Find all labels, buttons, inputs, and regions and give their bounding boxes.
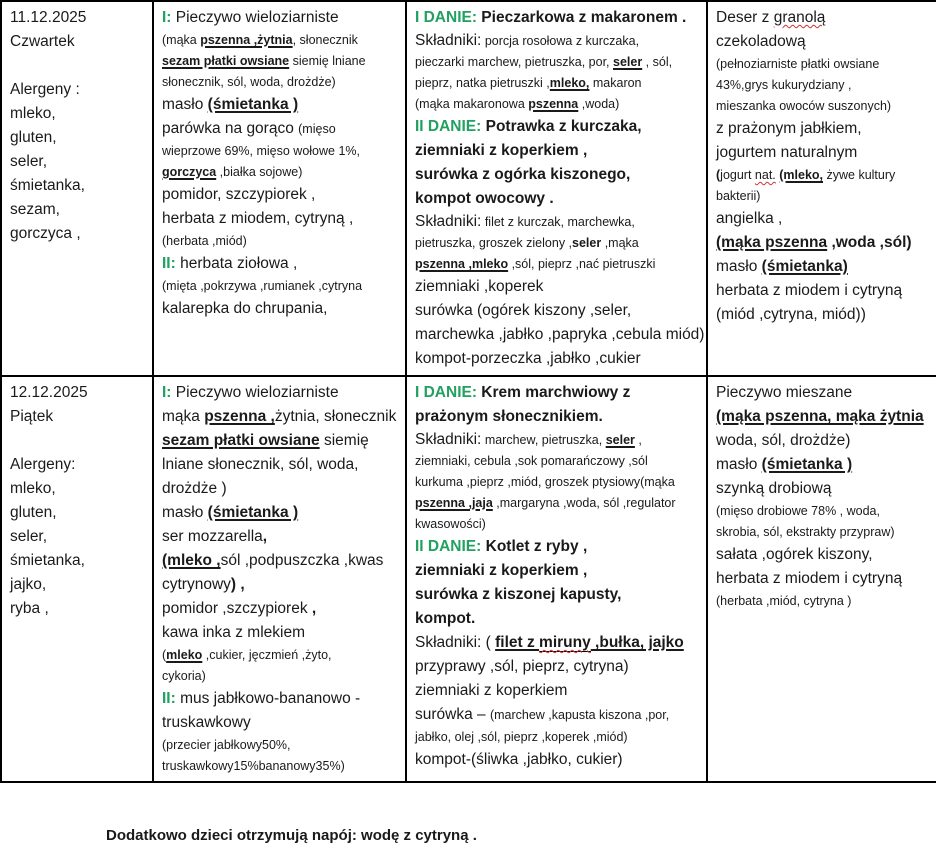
text-line [415,30,700,52]
text-line [162,573,399,597]
text-line [415,94,700,115]
text-span: Składniki: [415,213,482,230]
text-span: pomidor, szczypiorek , [162,186,316,203]
text-line [415,73,700,94]
text-line [162,756,399,777]
text-line [162,711,399,735]
text-span: truskawkowy15%bananowy35%) [162,759,345,773]
text-span: I: [162,9,172,26]
text-line [162,381,399,405]
text-line [162,93,399,117]
text-line [716,165,930,186]
text-line [415,275,700,299]
text-span: , [311,600,317,617]
text-line [415,703,700,727]
text-line [162,621,399,645]
text-span: ( [162,648,167,662]
text-line [716,477,930,501]
text-span: kompot owocowy . [415,190,554,207]
text-line [10,222,146,246]
text-span: kompot-(śliwka ,jabłko, cukier) [415,751,623,768]
text-span: nat. [754,168,776,182]
text-line [415,187,700,211]
text-line [10,501,146,525]
text-line [716,543,930,567]
text-span: herbata z miodem i cytryną [716,570,903,587]
text-line [162,453,399,477]
text-span: mleko, [10,105,56,122]
text-line [162,30,399,51]
text-span: pieprz, natka pietruszki , [415,76,550,90]
text-span: gluten, [10,129,57,146]
date-allergens-cell-friday [1,376,153,782]
text-span: prażonym słonecznikiem. [415,408,603,425]
text-span: (śmietanka ) [207,504,299,521]
text-line [162,162,399,183]
text-line [716,279,930,303]
text-line [162,141,399,162]
text-span: makaron [589,76,642,90]
text-span: kompot-porzeczka ,jabłko ,cukier [415,350,641,367]
text-line [716,591,930,612]
text-line [10,126,146,150]
text-span: ,woda) [578,97,620,111]
text-span: 11.12.2025 [10,9,87,26]
text-line [415,535,700,559]
text-span: filet z kurczak, marchewka, [481,215,635,229]
text-span: (mleko, [779,168,824,182]
text-span: śmietanka, [10,552,85,569]
text-line [716,453,930,477]
text-span: Składniki: [415,431,482,448]
text-span: gorczyca [162,165,217,179]
text-span: mieszanka owoców suszonych) [716,99,892,113]
text-span: ser mozzarella [162,528,263,545]
text-line [162,183,399,207]
text-line [10,381,146,405]
supper-cell-thursday [707,1,936,376]
text-span: I DANIE: [415,384,477,401]
text-span: I DANIE: [415,9,477,26]
text-line [10,525,146,549]
text-line [162,297,399,321]
text-span: angielka , [716,210,783,227]
text-line [415,163,700,187]
text-line [415,405,700,429]
text-line [415,679,700,703]
text-span: (mleko , [162,552,221,569]
text-line [415,607,700,631]
text-line [10,429,146,453]
text-line [415,559,700,583]
text-line [415,655,700,679]
text-span: żytnia, słonecznik [274,408,397,425]
text-span: ziemniaki z koperkiem [415,682,568,699]
text-span: ziemniaki ,koperek [415,278,544,295]
text-line [716,501,930,522]
text-line [162,525,399,549]
text-span: parówka na gorąco [162,120,299,137]
text-span: masło [716,456,762,473]
text-line [10,405,146,429]
text-span: gorczyca , [10,225,81,242]
text-span: , sól, [642,55,673,69]
text-line [10,597,146,621]
text-span: (mięso [298,122,336,136]
text-span: II DANIE: [415,118,482,135]
text-line [415,323,705,347]
text-span: herbata z miodem i cytryną [716,282,903,299]
text-span: seler, [10,528,48,545]
text-line [10,78,146,102]
text-span: woda, sól, drożdże) [716,432,851,449]
text-line [716,522,930,543]
text-line [415,299,700,323]
text-line [162,252,399,276]
text-span: herbata z miodem, cytryną , [162,210,354,227]
text-span: kalarepka do chrupania, [162,300,328,317]
text-line [10,102,146,126]
text-span: Pieczywo mieszane [716,384,853,401]
text-line [10,477,146,501]
text-span: (śmietanka) [761,258,848,275]
text-line [162,687,399,711]
text-span: , [262,528,268,545]
text-span: ryba , [10,600,49,617]
text-span: Piątek [10,408,54,425]
breakfast-cell-thursday [153,1,406,376]
text-span: , słonecznik [292,33,358,47]
supper-cell-friday [707,376,936,782]
text-span: seler, [10,153,48,170]
text-span: jabłko, olej ,sól, pieprz ,koperek ,miód) [415,730,628,744]
text-line [162,429,399,453]
text-span: surówka (ogórek kiszony ,seler, [415,302,632,319]
text-span: kawa inka z mlekiem [162,624,305,641]
text-line [415,493,700,514]
text-span: surówka z kiszonej kapusty, [415,586,622,603]
text-span: seler [572,236,602,250]
text-span: surówka z ogórka kiszonego, [415,166,631,183]
text-span: surówka – [415,706,490,723]
breakfast-cell-friday [153,376,406,782]
text-span: Alergeny: [10,456,76,473]
text-line [716,54,930,75]
text-span: (przecier jabłkowy50%, [162,738,291,752]
text-span: ( [716,168,721,182]
text-span: marchewka ,jabłko ,papryka ,cebula miód) [415,326,705,343]
text-span: gluten, [10,504,57,521]
text-line [415,514,700,535]
text-span: (mąka makaronowa [415,97,529,111]
text-line [162,597,399,621]
text-span: marchew, pietruszka, [481,433,606,447]
text-span: mleko, [10,480,56,497]
text-line [415,6,700,30]
date-allergens-cell-thursday [1,1,153,376]
text-span: drożdże ) [162,480,227,497]
text-span: ziemniaki z koperkiem , [415,142,588,159]
text-line [415,381,700,405]
text-line [716,75,930,96]
text-span: sałata ,ogórek kiszony, [716,546,873,563]
text-span: mąka [162,408,205,425]
text-line [415,583,700,607]
text-line [10,198,146,222]
text-line [415,347,700,371]
text-span: ,margaryna ,woda, sól ,regulator [492,496,676,510]
text-line [415,748,700,772]
text-span: jogurt [720,168,755,182]
text-line [716,567,930,591]
text-span: (śmietanka ) [207,96,299,113]
text-span: przyprawy ,sól, pieprz, cytryna) [415,658,629,675]
text-span: masło [162,504,208,521]
text-span: pomidor ,szczypiorek [162,600,312,617]
table-row [1,1,936,376]
text-span: ziemniaki, cebula ,sok pomarańczowy ,sól [415,454,648,468]
text-span: II: [162,255,176,272]
text-span: I: [162,384,172,401]
text-line [162,666,399,687]
text-span: pietruszka, groszek zielony , [415,236,573,250]
text-line [10,453,146,477]
text-line [415,472,700,493]
text-line [10,549,146,573]
text-span: szynką drobiową [716,480,832,497]
text-span: pszenna ,mleko [415,257,509,271]
text-span: ,woda ,sól) [827,234,912,251]
text-line [415,52,700,73]
text-span: pszenna , [204,408,275,425]
text-span: (śmietanka ) [761,456,853,473]
text-span: Składniki: [415,32,482,49]
text-span: II: [162,690,176,707]
text-span: (mąka [162,33,201,47]
text-line [716,255,930,279]
text-span: Kotlet z ryby , [481,538,588,555]
text-line [10,174,146,198]
menu-table-body [1,1,936,782]
text-span: Deser z [716,9,774,26]
text-span: skrobia, sól, ekstrakty przypraw) [716,525,895,539]
text-span: Pieczarkowa z makaronem . [477,9,687,26]
text-line [162,645,399,666]
text-line [716,96,930,117]
text-span: Składniki: ( [415,634,496,651]
text-line [162,117,399,141]
text-line [415,451,700,472]
text-line [716,429,930,453]
text-span: masło [162,96,208,113]
text-span: (herbata ,miód, cytryna ) [716,594,852,608]
text-line [415,139,700,163]
text-span: pszenna ,żytnia [200,33,293,47]
text-line [10,6,146,30]
text-span: z prażonym jabłkiem, [716,120,862,137]
text-span: (miód ,cytryna, miód)) [716,306,866,323]
text-line [162,405,399,429]
text-line [162,276,399,297]
text-span: czekoladową [716,33,806,50]
text-span: ,bułka, jajko [590,634,684,651]
text-line [716,405,930,429]
text-span: mleko [166,648,203,662]
text-line [716,303,930,327]
text-span: (mięso drobiowe 78% , woda, [716,504,880,518]
text-line [162,207,399,231]
text-line [10,54,146,78]
text-line [415,211,700,233]
text-line [716,6,930,30]
text-span: ,sól, pieprz ,nać pietruszki [508,257,656,271]
table-row [1,376,936,782]
text-span: Pieczywo wieloziarniste [171,9,339,26]
text-span: sól ,podpuszczka ,kwas [220,552,384,569]
text-span: jogurtem naturalnym [716,144,858,161]
text-span: ) , [230,576,245,593]
text-span: II DANIE: [415,538,482,555]
text-line [716,207,930,231]
text-line [716,381,930,405]
text-span: kompot. [415,610,476,627]
text-span: (mąka pszenna, mąka żytnia [716,408,924,425]
text-line [162,72,399,93]
text-span: seler [613,55,643,69]
text-span: granolą [773,9,826,26]
text-span: Pieczywo wieloziarniste [171,384,339,401]
text-span: sezam, [10,201,60,218]
text-span: Alergeny : [10,81,80,98]
text-line [415,254,700,275]
text-span: ,mąka [601,236,639,250]
text-span: pieczarki marchew, pietruszka, por, [415,55,613,69]
text-span: wieprzowe 69%, mięso wołowe 1%, [162,144,361,158]
text-span: mleko, [549,76,590,90]
dinner-cell-friday [406,376,707,782]
text-span: Czwartek [10,33,75,50]
text-line [162,549,399,573]
text-span: słonecznik, sól, woda, drożdże) [162,75,336,89]
text-line [10,573,146,597]
text-span: porcja rosołowa z kurczaka, [481,34,640,48]
text-line [716,141,930,165]
text-line [415,115,700,139]
text-span: lniane słonecznik, sól, woda, [162,456,359,473]
text-span: żywe kultury [823,168,896,182]
text-span: truskawkowy [162,714,251,731]
text-line [415,233,700,254]
text-span: (mąka pszenna [716,234,828,251]
text-span: 12.12.2025 [10,384,88,401]
text-line [716,30,930,54]
text-span: herbata ziołowa , [175,255,298,272]
text-span: sezam płatki owsiane [162,432,320,449]
text-line [415,429,700,451]
text-span: jajko, [10,576,47,593]
text-span: śmietanka, [10,177,85,194]
text-line [10,30,146,54]
text-line [162,231,399,252]
text-span: ,białka sojowe) [216,165,303,179]
text-span: (mięta ,pokrzywa ,rumianek ,cytryna [162,279,363,293]
text-span: (herbata ,miód) [162,234,247,248]
text-line [716,186,930,207]
text-span: pszenna ,jaja [415,496,493,510]
text-span: filet z [495,634,540,651]
text-line [162,735,399,756]
text-line [716,117,930,141]
text-line [10,150,146,174]
text-line [162,477,399,501]
text-span: kwasowości) [415,517,486,531]
text-line [415,727,700,748]
text-line [716,231,930,255]
text-span: cytrynowy [162,576,231,593]
text-span: 43%,grys kukurydziany , [716,78,852,92]
text-span: seler [605,433,635,447]
text-line [415,631,700,655]
dinner-cell-thursday [406,1,707,376]
text-span: kurkuma ,pieprz ,miód, groszek ptysiowy(mąka [415,475,675,489]
text-span: (marchew ,kapusta kiszona ,por, [489,708,670,722]
text-span: Potrawka z kurczaka, [481,118,642,135]
text-span: (pełnoziarniste płatki owsiane [716,57,880,71]
text-span: miruny [539,634,591,651]
text-span: pszenna [528,97,579,111]
text-span: Krem marchwiowy z [477,384,631,401]
text-span: mus jabłkowo-bananowo - [175,690,361,707]
text-span: ,cukier, jęczmień ,żyto, [202,648,332,662]
text-span: , [634,433,642,447]
text-line [162,51,399,72]
text-span: sezam płatki owsiane [162,54,290,68]
text-line [162,6,399,30]
text-span: cykoria) [162,669,206,683]
text-span: siemię [319,432,369,449]
text-line [162,501,399,525]
text-span: ziemniaki z koperkiem , [415,562,588,579]
footer-note: Dodatkowo dzieci otrzymują napój: wodę z cytryną . [106,827,477,844]
text-span: masło [716,258,762,275]
text-span: siemię lniane [289,54,366,68]
text-span: bakterii) [716,189,761,203]
